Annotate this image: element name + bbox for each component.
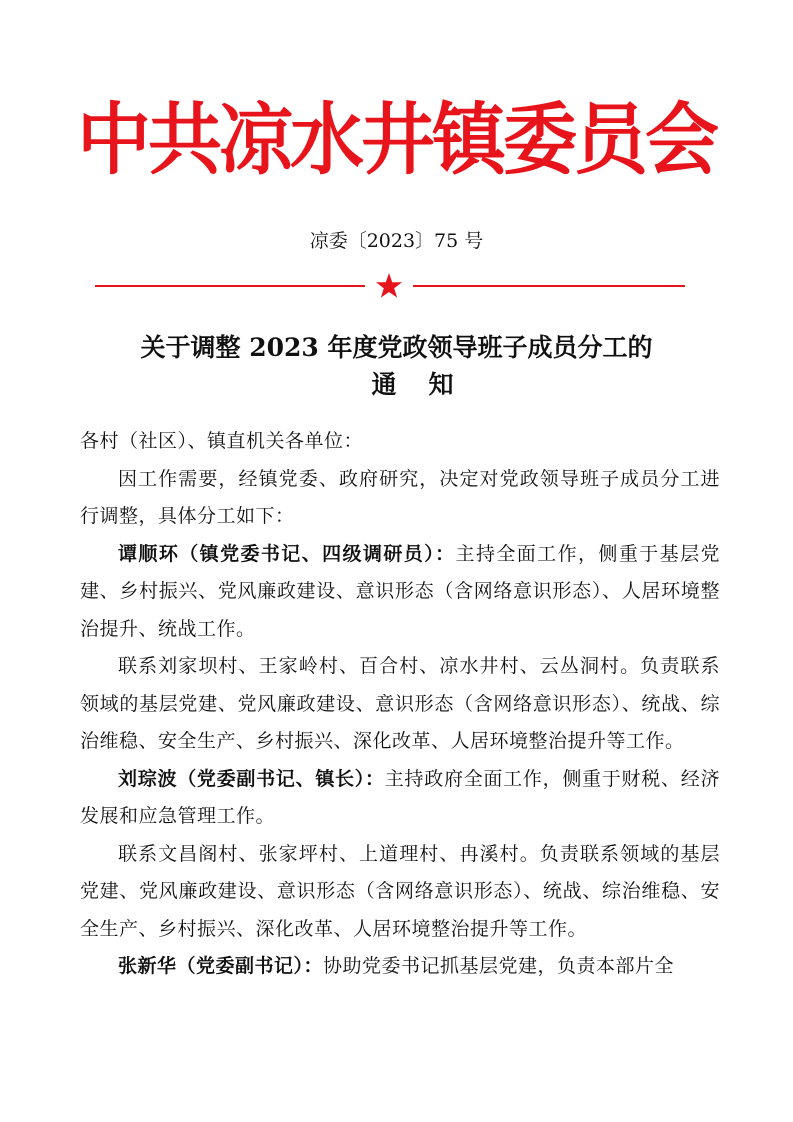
leader-name-title: 谭顺环（镇党委书记、四级调研员）： <box>118 542 456 565</box>
duty-text: 主持全面工作，侧重于基层党建、乡村振兴、党风廉政建设、意识形态（含网络意识形态）、人居环境整治提升、统战工作。 <box>80 542 720 640</box>
document-number: 凉委〔2023〕75 号 <box>309 230 484 252</box>
leader-name-title: 刘琮波（党委副书记、镇长）： <box>118 767 385 790</box>
paragraph-contact-villages-1: 联系刘家坝村、王家岭村、百合村、凉水井村、云丛洞村。负责联系领域的基层党建、党风廉政建设、意识形态（含网络意识形态）、统战、综治维稳、安全生产、乡村振兴、深化改革、人居环境整治提升等工作。 <box>80 655 720 752</box>
document-title-line2: 通知 <box>371 370 486 399</box>
leader-name-title: 张新华（党委副书记）： <box>118 955 324 977</box>
intro-paragraph: 因工作需要，经镇党委、政府研究，决定对党政领导班子成员分工进行调整，具体分工如下： <box>80 467 720 527</box>
paragraph-tan-shunhuan <box>80 536 720 649</box>
document-title-line1: 关于调整 2023 年度党政领导班子成员分工的 <box>140 333 653 362</box>
duty-text: 协助党委书记抓基层党建，负责本部片全 <box>323 955 675 977</box>
red-divider-left <box>95 285 365 287</box>
issuing-org-header: 中共凉水井镇委员会 <box>77 94 716 186</box>
red-star-icon <box>375 272 403 300</box>
salutation: 各村（社区）、镇直机关各单位： <box>80 430 364 452</box>
paragraph-liu-congbo <box>80 761 720 836</box>
paragraph-zhang-xinhua <box>80 948 720 986</box>
paragraph-contact-villages-2: 联系文昌阁村、张家坪村、上道理村、冉溪村。负责联系领域的基层党建、党风廉政建设、意识形态（含网络意识形态）、统战、综治维稳、安全生产、乡村振兴、深化改革、人居环境整治提升等工作。 <box>80 842 720 940</box>
document-body <box>80 423 720 986</box>
duty-text: 主持政府全面工作，侧重于财税、经济发展和应急管理工作。 <box>80 767 720 827</box>
red-divider-right <box>413 285 685 287</box>
